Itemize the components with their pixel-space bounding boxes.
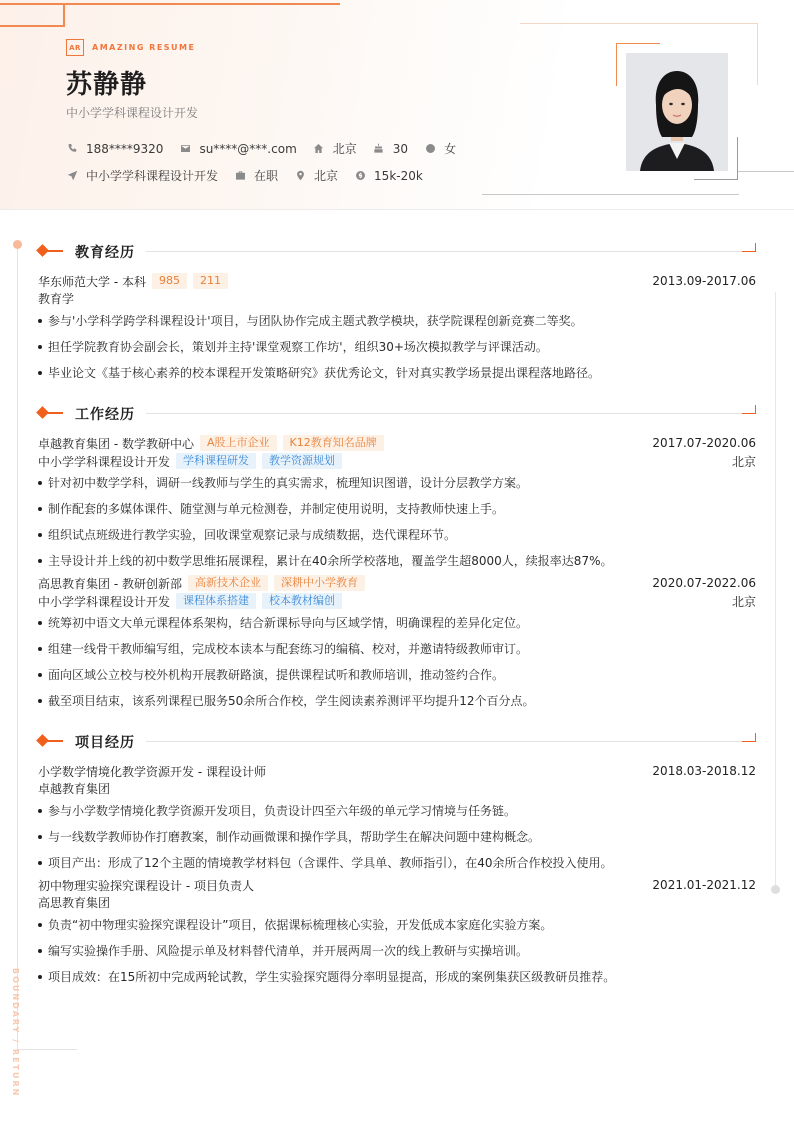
work-role-row [38, 592, 756, 610]
contact-row [66, 140, 472, 157]
project-entry-header [38, 876, 756, 894]
timeline-line-left [17, 249, 18, 1049]
salary-item [354, 169, 423, 183]
home-icon [313, 143, 325, 155]
project-org: 高思教育集团 [38, 896, 111, 910]
section-header [38, 241, 756, 263]
intention-value: 中小学学科课程设计开发 [86, 169, 219, 183]
timeline-line-bottom [17, 1049, 77, 1050]
location-value: 北京 [314, 169, 339, 183]
person-name: 苏静静 [66, 70, 148, 100]
work-entry-header [38, 434, 756, 452]
phone-item [66, 142, 163, 156]
job-role: 中小学学科课程设计开发 [38, 454, 171, 469]
school-tag: 985 [152, 273, 187, 289]
section-corner [742, 733, 756, 742]
project-org: 卓越教育集团 [38, 782, 111, 796]
project-date: 2018.03-2018.12 [652, 764, 756, 778]
work-date: 2017.07-2020.06 [652, 436, 756, 450]
diamond-icon [36, 244, 49, 257]
header-corner-decoration [0, 3, 65, 27]
age-value: 30 [392, 141, 409, 156]
education-section [38, 241, 756, 386]
city-item [313, 140, 357, 157]
role-tag: 校本教材编创 [262, 593, 342, 609]
list-item: 组织试点班级进行教学实验，回收课堂观察记录与成绩数据，迭代课程环节。 [38, 522, 756, 548]
education-date: 2013.09-2017.06 [652, 274, 756, 288]
diamond-icon [36, 734, 49, 747]
company-tag: K12教育知名品牌 [283, 435, 384, 451]
work-city: 北京 [731, 594, 756, 609]
send-icon [66, 170, 78, 182]
education-entry-header [38, 272, 756, 290]
section-corner [742, 243, 756, 252]
education-bullets [38, 308, 756, 386]
side-vertical-text: BOUNDARY / RETURN [11, 968, 20, 1098]
project-date: 2021.01-2021.12 [652, 878, 756, 892]
project-bullets [38, 912, 756, 990]
section-title: 工作经历 [75, 407, 135, 423]
email-value: su****@***.com [199, 141, 297, 156]
diamond-icon [36, 406, 49, 419]
email-item [179, 142, 296, 156]
city-value: 北京 [332, 142, 357, 156]
list-item: 针对初中数学学科，调研一线教师与学生的真实需求，梳理知识图谱，设计分层教学方案。 [38, 470, 756, 496]
money-icon [354, 170, 366, 182]
list-item: 截至项目结束，该系列课程已服务50余所合作校，学生阅读素养测评平均提升12个百分点。 [38, 688, 756, 714]
work-city: 北京 [731, 454, 756, 469]
company-name: 高思教育集团 - 教研创新部 [38, 576, 182, 591]
photo-frame-bottom-right [694, 137, 738, 180]
status-item [234, 167, 278, 184]
list-item: 负责“初中物理实验探究课程设计”项目，依据课标梳理核心实验，开发低成本家庭化实验方案。 [38, 912, 756, 938]
section-title: 教育经历 [75, 245, 135, 261]
list-item: 参与'小学科学跨学科课程设计'项目，与团队协作完成主题式教学模块，获学院课程创新竞赛二等奖。 [38, 308, 756, 334]
gender-icon [424, 143, 436, 155]
list-item: 参与小学数学情境化教学资源开发项目，负责设计四至六年级的单元学习情境与任务链。 [38, 798, 756, 824]
photo-underline [482, 194, 739, 195]
resume-header [0, 0, 794, 210]
timeline-dot-top [13, 240, 22, 249]
work-bullets [38, 610, 756, 714]
list-item: 毕业论文《基于核心素养的校本课程开发策略研究》获优秀论文，针对真实教学场景提出课程落地路径。 [38, 360, 756, 386]
role-tag: 学科课程研发 [176, 453, 256, 469]
list-item: 项目产出：形成了12个主题的情境教学材料包（含课件、学具单、教师指引），在40余所合作校投入使用。 [38, 850, 756, 876]
school-name: 华东师范大学 - 本科 [38, 274, 146, 289]
company-name: 卓越教育集团 - 数学教研中心 [38, 436, 194, 451]
cake-icon [373, 143, 385, 155]
project-entry-header [38, 762, 756, 780]
phone-icon [66, 143, 78, 155]
brand-text: AMAZING RESUME [92, 43, 196, 52]
gender-item [424, 140, 456, 157]
list-item: 统筹初中语文大单元课程体系架构，结合新课标导向与区域学情，明确课程的差异化定位。 [38, 610, 756, 636]
work-section [38, 403, 756, 714]
list-item: 与一线数学教师协作打磨教案，制作动画微课和操作学具，帮助学生在解决问题中建构概念。 [38, 824, 756, 850]
role-tag: 教学资源规划 [262, 453, 342, 469]
location-item [294, 167, 338, 184]
list-item: 主导设计并上线的初中数学思维拓展课程，累计在40余所学校落地，覆盖学生超8000人，续报率达87%。 [38, 548, 756, 574]
section-rule [146, 251, 756, 252]
section-rule [146, 741, 756, 742]
section-rule [146, 413, 756, 414]
intention-item [66, 167, 218, 184]
job-role: 中小学学科课程设计开发 [38, 594, 171, 609]
list-item: 制作配套的多媒体课件、随堂测与单元检测卷，并制定使用说明，支持教师快速上手。 [38, 496, 756, 522]
list-item: 项目成效：在15所初中完成两轮试教，学生实验探究题得分率明显提高，形成的案例集获区级教研员推荐。 [38, 964, 756, 990]
status-value: 在职 [254, 169, 279, 183]
work-bullets [38, 470, 756, 574]
brand-box: AR [66, 39, 84, 56]
job-intention-row [66, 167, 439, 184]
role-tag: 课程体系搭建 [176, 593, 256, 609]
project-name: 小学数学情境化教学资源开发 - 课程设计师 [38, 764, 266, 779]
brand-logo [66, 39, 195, 56]
photo-side-line [738, 171, 794, 172]
section-corner [742, 405, 756, 414]
timeline-dot-right [771, 885, 780, 894]
list-item: 编写实验操作手册、风险提示单及材料替代清单，并开展两周一次的线上教研与实操培训。 [38, 938, 756, 964]
location-icon [294, 170, 306, 182]
section-header [38, 403, 756, 425]
work-role-row [38, 452, 756, 470]
work-date: 2020.07-2022.06 [652, 576, 756, 590]
timeline-line-right [775, 292, 776, 888]
list-item: 面向区域公立校与校外机构开展教研路演，提供课程试听和教师培训，推动签约合作。 [38, 662, 756, 688]
briefcase-icon [234, 170, 246, 182]
education-major: 教育学 [38, 292, 75, 306]
work-entry-header [38, 574, 756, 592]
company-tag: 深耕中小学教育 [274, 575, 365, 591]
project-bullets [38, 798, 756, 876]
age-item [373, 142, 408, 156]
mail-icon [179, 143, 191, 155]
phone-value: 188****9320 [86, 141, 164, 156]
list-item: 担任学院教育协会副会长，策划并主持'课堂观察工作坊'，组织30+场次模拟教学与评课活动。 [38, 334, 756, 360]
project-name: 初中物理实验探究课程设计 - 项目负责人 [38, 878, 254, 893]
header-right-line [520, 23, 758, 24]
salary-value: 15k-20k [374, 168, 423, 183]
section-title: 项目经历 [75, 735, 135, 751]
header-right-vertical-line [757, 23, 758, 85]
company-tag: A股上市企业 [200, 435, 277, 451]
section-header [38, 731, 756, 753]
projects-section [38, 731, 756, 990]
person-title: 中小学学科课程设计开发 [66, 106, 199, 120]
gender-value: 女 [444, 142, 457, 156]
company-tag: 高新技术企业 [188, 575, 268, 591]
list-item: 组建一线骨干教师编写组，完成校本读本与配套练习的编稿、校对，并邀请特级教师审订。 [38, 636, 756, 662]
school-tag: 211 [193, 273, 228, 289]
